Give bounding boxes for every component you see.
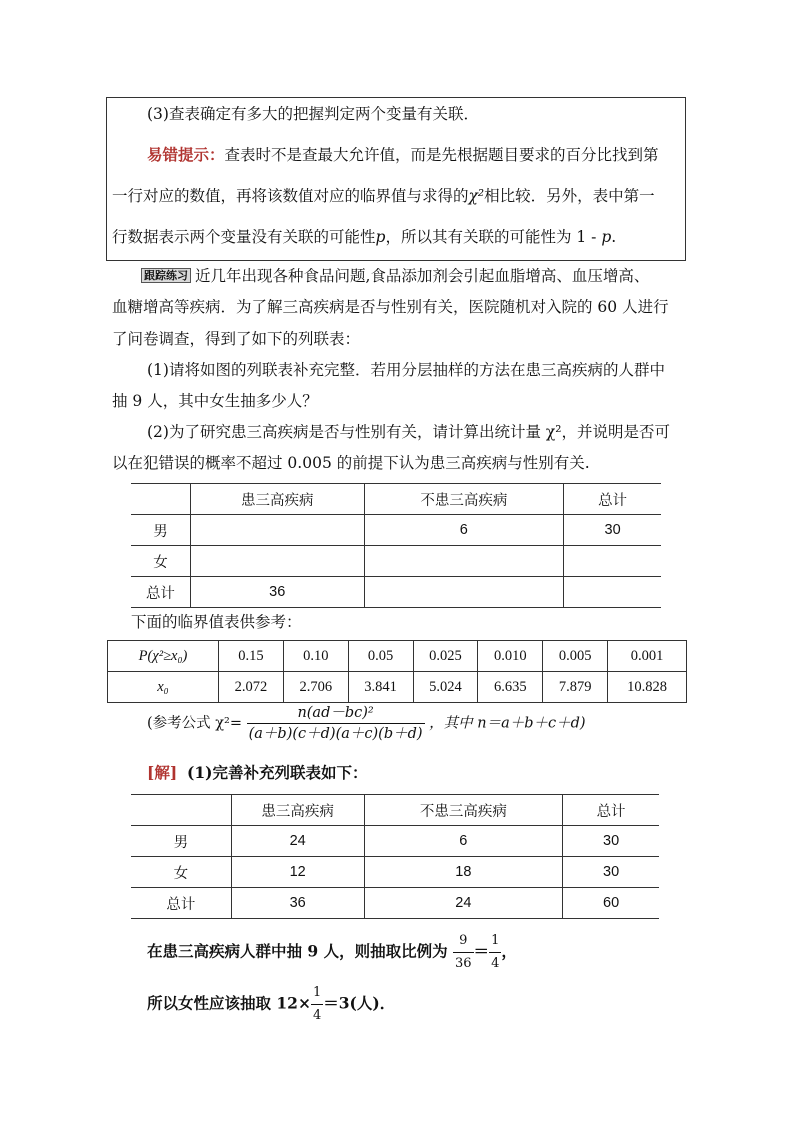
table-row: 总计 36 <box>131 577 661 608</box>
reference-formula: (参考公式 χ²= $\frac{\text{n(ad－bc)²}}{(a+b)(c+d)(a+c)(b+d)}$ ，其中 n＝a＋b＋c＋d) <box>147 705 586 742</box>
question-2-line-2: 以在犯错误的概率不超过 0.005 的前提下认为患三高疾病与性别有关. <box>112 454 590 472</box>
note-line-1: (3)查表确定有多大的把握判定两个变量有关联． <box>147 105 479 123</box>
contingency-table-empty: 患三高疾病 不患三高疾病 总计 男 6 30 女 总计 36 <box>131 483 661 608</box>
note-line-3: 一行对应的数值，再将该数值对应的临界值与求得的χ²相比较．另外，表中第一 <box>112 187 655 205</box>
table-row: 男 24 6 30 <box>131 826 659 857</box>
exercise-line-3: 了问卷调查，得到了如下的列联表： <box>112 330 361 348</box>
solution-ratio-line: 在患三高疾病人群中抽 9 人，则抽取比例为 $\frac{9}{36}$ ＝ $\frac{1}{4}$ ， <box>147 930 517 975</box>
table-row: x₀ 2.072 2.706 3.841 5.024 6.635 7.879 10.828 <box>108 672 687 703</box>
solution-female-line: 所以女性应该抽取 12× $\frac{1}{4}$ ＝3(人)． <box>147 982 395 1027</box>
table-row: 女 12 18 30 <box>131 857 659 888</box>
exercise-tag: 跟踪练习 <box>141 268 191 283</box>
question-1-line-1: (1)请将如图的列联表补充完整．若用分层抽样的方法在患三高疾病的人群中 <box>147 361 665 379</box>
question-2-line-1: (2)为了研究患三高疾病是否与性别有关，请计算出统计量 χ²，并说明是否可 <box>147 423 670 441</box>
table-row: 女 <box>131 546 661 577</box>
critical-table-intro: 下面的临界值表供参考： <box>131 613 302 631</box>
note-line-4: 行数据表示两个变量没有关联的可能性p，所以其有关联的可能性为 1 - p. <box>112 228 617 246</box>
critical-value-table <box>107 640 687 703</box>
table-row: P(χ²≥x₀) 0.15 0.10 0.05 0.025 0.010 0.005 0.001 <box>108 641 687 672</box>
solution-intro: [解] (1)完善补充列联表如下： <box>147 763 368 782</box>
question-1-line-2: 抽 9 人，其中女生抽多少人？ <box>112 392 318 410</box>
solution-tag: [解] <box>147 763 178 782</box>
exercise-line-2: 血糖增高等疾病．为了解三高疾病是否与性别有关，医院随机对入院的 60 人进行 <box>112 298 669 316</box>
note-line-2: 易错提示：查表时不是查最大允许值，而是先根据题目要求的百分比找到第 <box>147 145 659 164</box>
table-row: 男 6 30 <box>131 515 661 546</box>
formula-fraction: $\frac{\text{n(ad－bc)²}}{(a+b)(c+d)(a+c)(b+d)}$ <box>248 705 423 742</box>
exercise-line-1: 跟踪练习 近几年出现各种食品问题,食品添加剂会引起血脂增高、血压增高、 <box>141 266 649 286</box>
contingency-table-completed: 患三高疾病 不患三高疾病 总计 男 24 6 30 女 12 18 30 总计 36 24 60 <box>131 794 659 919</box>
warning-label: 易错提示： <box>147 145 225 164</box>
table-row: 总计 36 24 60 <box>131 888 659 919</box>
